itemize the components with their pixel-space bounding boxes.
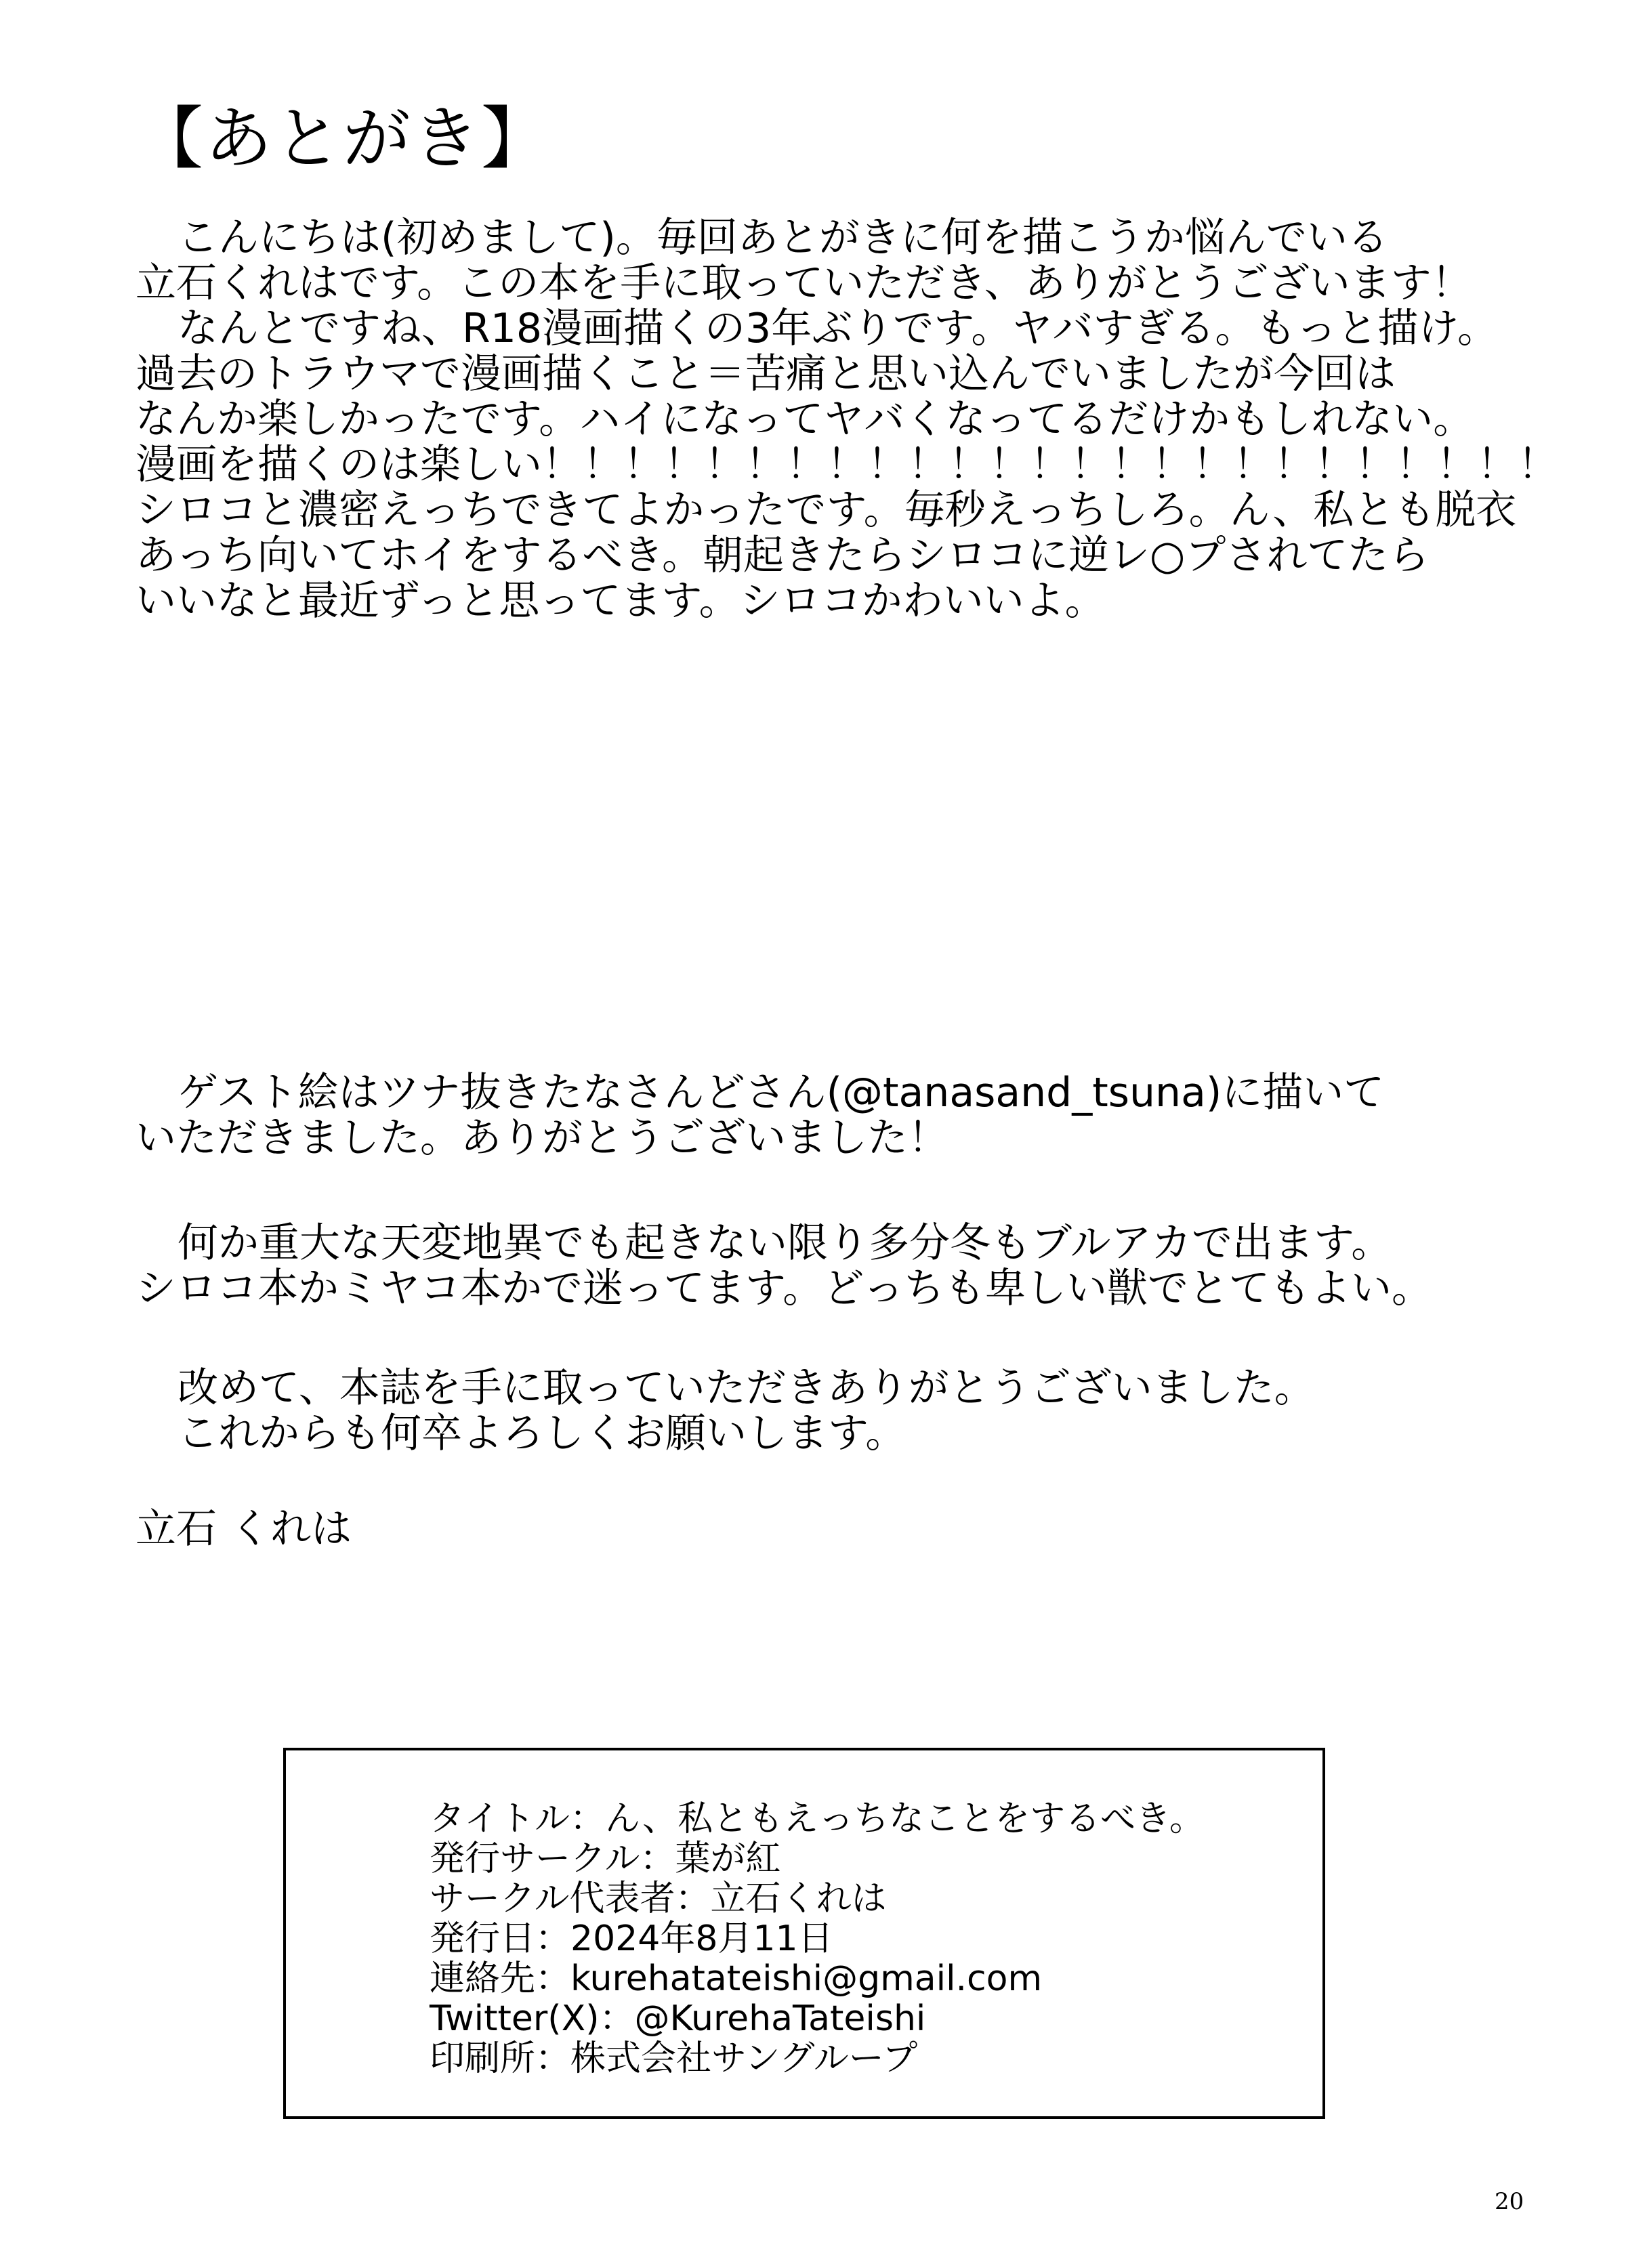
colophon-details [430, 1799, 1205, 2079]
body-line: いただきました。ありがとうございました！ [136, 1114, 948, 1162]
body-line: 立石くれはです。この本を手に取っていただき、ありがとうございます！ [136, 259, 1472, 307]
intro-paragraph [136, 215, 1592, 624]
guest-art-paragraph [136, 1070, 1592, 1161]
body-line: シロコと濃密えっちできてよかったです。毎秒えっちしろ。ん、私とも脱衣 [136, 486, 1517, 534]
colophon-title: タイトル：ん、私ともえっちなことをするべき。 [430, 1799, 1205, 1839]
colophon-representative: サークル代表者：立石くれは [430, 1878, 887, 1919]
colophon-box [283, 1748, 1325, 2119]
colophon-date: 発行日：2024年8月11日 [430, 1918, 833, 1959]
body-line: 過去のトラウマで漫画描くこと＝苦痛と思い込んでいましたが今回は [136, 350, 1396, 398]
body-line: 改めて、本誌を手に取っていただきありがとうございました。 [178, 1364, 1315, 1412]
body-line: 漫画を描くのは楽しい！！！！！！！！！！！！！！！！！！！！！！！！！ [136, 441, 1558, 488]
body-line: いいなと最近ずっと思ってます。シロコかわいいよ。 [136, 577, 1106, 625]
page-title: 【あとがき】 [136, 99, 550, 178]
body-line: シロコ本かミヤコ本かで迷ってます。どっちも卑しい獣でとてもよい。 [136, 1265, 1432, 1312]
colophon-printer: 印刷所：株式会社サングループ [430, 2038, 918, 2079]
page-number: 20 [1495, 2188, 1524, 2215]
author-signature: 立石 くれは [136, 1505, 352, 1553]
body-line: こんにちは(初めまして)。毎回あとがきに何を描こうか悩んでいる [178, 214, 1388, 261]
body-line: ゲスト絵はツナ抜きたなさんどさん(@tanasand_tsuna)に描いて [178, 1069, 1385, 1116]
body-line: あっち向いてホイをするべき。朝起きたらシロコに逆レ○プされてたら [136, 532, 1430, 579]
next-event-paragraph [136, 1221, 1592, 1311]
body-line: 何か重大な天変地異でも起きない限り多分冬もブルアカで出ます。 [178, 1219, 1392, 1267]
colophon-contact: 連絡先：kurehatateishi@gmail.com [430, 1958, 1043, 1999]
colophon-circle: 発行サークル：葉が紅 [430, 1839, 781, 1879]
thanks-paragraph [136, 1366, 1592, 1456]
signature-block [136, 1507, 1592, 1552]
body-line: これからも何卒よろしくお願いします。 [178, 1410, 906, 1457]
body-line: なんとですね、R18漫画描くの3年ぶりです。ヤバすぎる。もっと描け。 [178, 305, 1499, 352]
colophon-twitter: Twitter(X)：@KurehaTateishi [430, 1998, 926, 2039]
body-line: なんか楽しかったです。ハイになってヤバくなってるだけかもしれない。 [136, 396, 1474, 443]
